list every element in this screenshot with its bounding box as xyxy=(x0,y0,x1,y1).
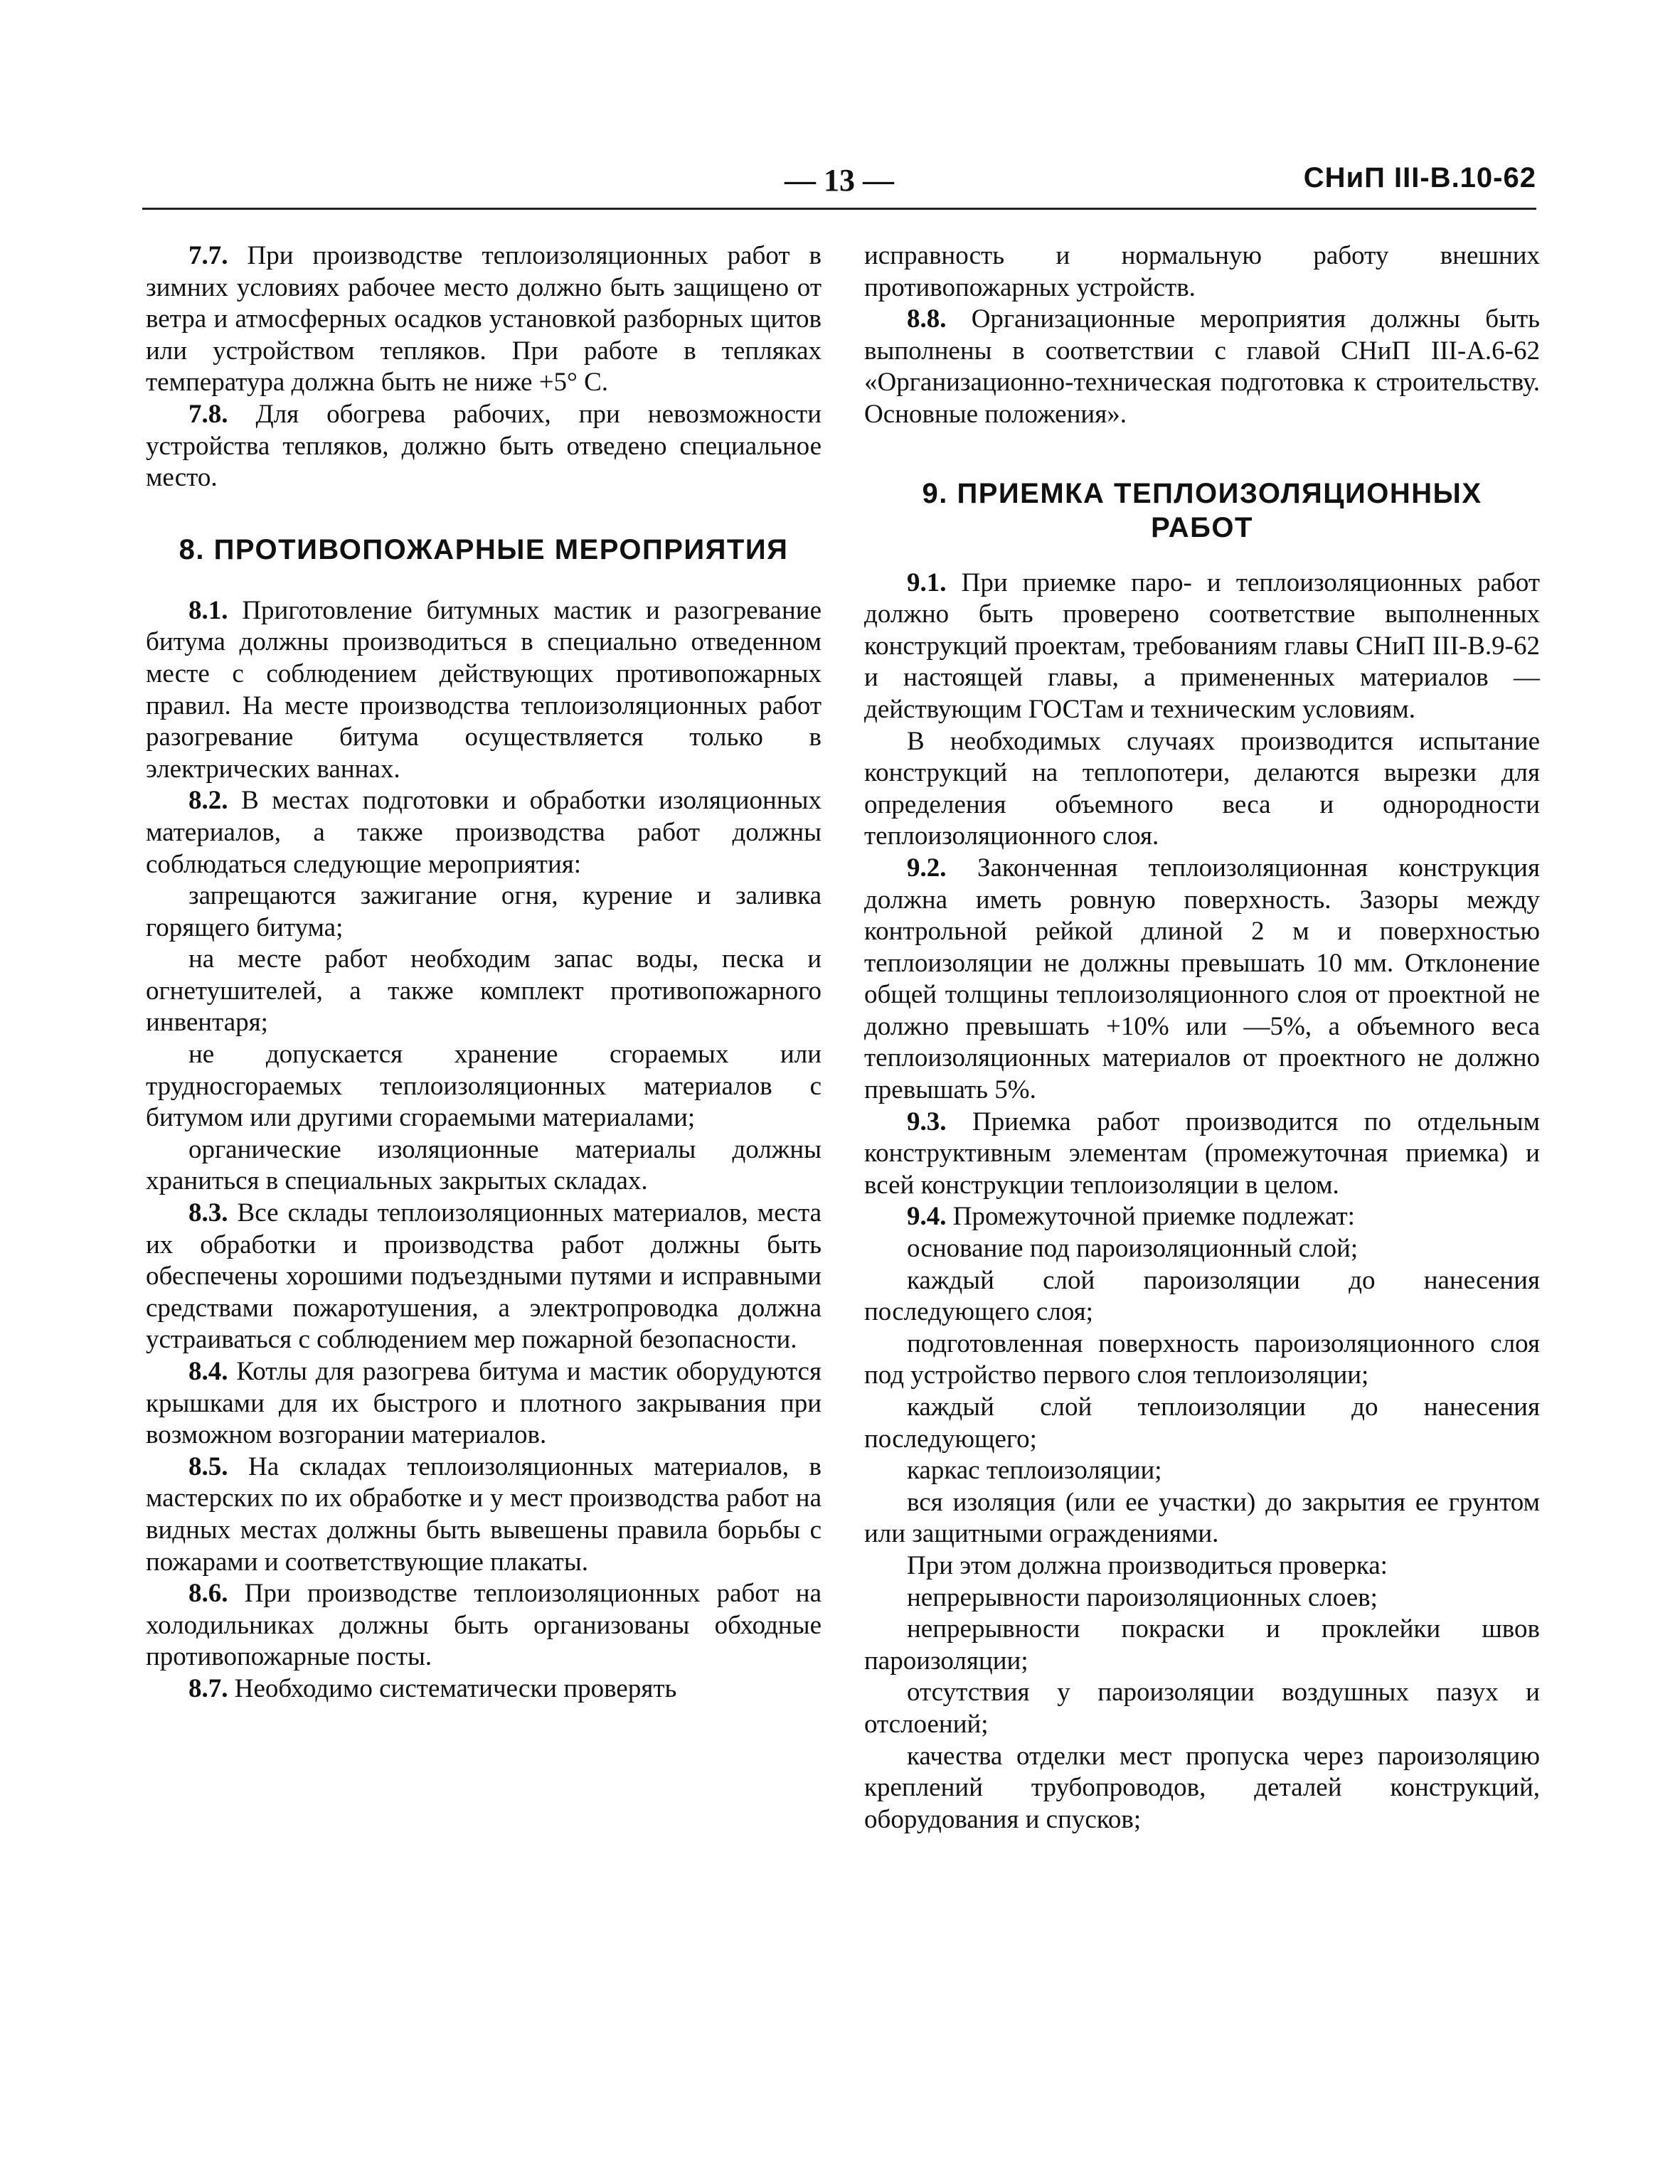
clause-number: 8.1. xyxy=(188,595,228,625)
clause-8-5 xyxy=(146,1451,822,1578)
clause-text: Законченная теплоизоляционная конструкция должна иметь ровную поверхность. Зазоры между контрольной рейкой длиной 2 м и поверхностью теплоизоляции не должны превышать 10 мм. Отклонение общей толщины теплоизоляционного слоя от проектной не должно превышать +10% или —5%, а объемного веса теплоизоляционных материалов от проектного не должно превышать 5%. xyxy=(864,853,1540,1105)
clause-text: Приемка работ производится по отдельным конструктивным элементам (промежуточная приемка) и всей конструкции теплоизоляции в целом. xyxy=(864,1107,1540,1200)
section-9-heading xyxy=(864,476,1540,545)
clause-text: Необходимо систематически проверять xyxy=(228,1673,677,1703)
clause-7-7 xyxy=(146,240,822,399)
list-item: основание под пароизоляционный слой; xyxy=(907,1234,1359,1264)
clause-8-7 xyxy=(146,1673,822,1705)
clause-number: 8.6. xyxy=(188,1579,228,1609)
clause-number: 8.2. xyxy=(188,786,228,816)
clause-8-4 xyxy=(146,1356,822,1451)
clause-9-4 xyxy=(864,1201,1540,1233)
list-item: каждый слой теплоизоляции до нанесения последующего; xyxy=(864,1392,1540,1454)
clause-text: При производстве теплоизоляционных работ в зимних условиях рабочее место должно быть защищено от ветра и атмосферных осадков установкой разборных щитов или устройством тепляков. При работе в тепляках температура должна быть не ниже +5° С. xyxy=(146,241,822,398)
clause-text: Промежуточной приемке подлежат: xyxy=(946,1202,1355,1232)
list-item: вся изоляция (или ее участки) до закрытия ее грунтом или защитными ограждениями. xyxy=(864,1487,1540,1549)
header-divider xyxy=(142,208,1536,210)
clause-7-8 xyxy=(146,399,822,494)
paragraph: При этом должна производиться проверка: xyxy=(907,1550,1388,1580)
list-item: на месте работ необходим запас воды, песка и огнетушителей, а также комплект противопожарного инвентаря; xyxy=(146,944,822,1038)
clause-8-8 xyxy=(864,304,1540,430)
section-8-heading: 8. ПРОТИВОПОЖАРНЫЕ МЕРОПРИЯТИЯ xyxy=(179,533,789,565)
list-item: непрерывности пароизоляционных слоев; xyxy=(907,1582,1378,1612)
list-item: органические изоляционные материалы должны храниться в специальных закрытых складах. xyxy=(146,1134,822,1196)
clause-text: При производстве теплоизоляционных работ на холодильниках должны быть организованы обходные противопожарные посты. xyxy=(146,1579,822,1672)
clause-text: Для обогрева рабочих, при невозможности устройства тепляков, должно быть отведено специальное место. xyxy=(146,399,822,493)
list-item: отсутствия у пароизоляции воздушных пазух и отслоений; xyxy=(864,1678,1540,1739)
clause-number: 7.7. xyxy=(188,241,228,270)
section-9-heading-line2: РАБОТ xyxy=(1151,511,1253,543)
list-item: запрещаются зажигание огня, курение и заливка горящего битума; xyxy=(146,881,822,942)
clause-8-6 xyxy=(146,1578,822,1673)
list-item: не допускается хранение сгораемых или трудносгораемых теплоизоляционных материалов с битумом или другими сгораемыми материалами; xyxy=(146,1040,822,1133)
page-header xyxy=(142,162,1536,205)
clause-number: 8.7. xyxy=(188,1673,228,1703)
clause-number: 8.5. xyxy=(188,1451,228,1481)
clause-number: 8.4. xyxy=(188,1357,228,1386)
clause-text: В местах подготовки и обработки изоляционных материалов, а также производства работ должны соблюдаться следующие мероприятия: xyxy=(146,786,822,879)
clause-8-3 xyxy=(146,1198,822,1356)
clause-number: 8.8. xyxy=(907,304,947,334)
clause-text: При приемке паро- и теплоизоляционных работ должно быть проверено соответствие выполненных конструкций проектам, требованиям главы СНиП III-В.9-62 и настоящей главы, а примененных материалов — действующим ГОСТам и техническим условиям. xyxy=(864,568,1540,724)
list-item: каркас теплоизоляции; xyxy=(907,1456,1162,1486)
clause-8-2 xyxy=(146,785,822,880)
list-item: непрерывности покраски и проклейки швов пароизоляции; xyxy=(864,1614,1540,1676)
left-column xyxy=(146,240,822,1705)
right-column xyxy=(864,240,1540,1836)
clause-9-3 xyxy=(864,1107,1540,1202)
clause-text: На складах теплоизоляционных материалов, в мастерских по их обработке и у мест производства работ на видных местах должны быть вывешены правила борьбы с пожарами и соответствующие плакаты. xyxy=(146,1451,822,1577)
clause-number: 9.2. xyxy=(907,853,947,883)
clause-9-2 xyxy=(864,853,1540,1107)
clause-text: Организационные мероприятия должны быть выполнены в соответствии с главой СНиП III-А.6-62 «Организационно-техническая подготовка к строительству. Основные положения». xyxy=(864,304,1540,429)
clause-8-1 xyxy=(146,595,822,786)
section-9-heading-line1: 9. ПРИЕМКА ТЕПЛОИЗОЛЯЦИОННЫХ xyxy=(922,477,1482,509)
clause-number: 8.3. xyxy=(188,1198,228,1228)
list-item: качества отделки мест пропуска через пароизоляцию креплений трубопроводов, деталей конструкций, оборудования и спусков; xyxy=(864,1741,1540,1834)
clause-number: 9.1. xyxy=(907,568,947,597)
clause-text: Котлы для разогрева битума и мастик оборудуются крышками для их быстрого и плотного закрывания при возможном возгорании материалов. xyxy=(146,1357,822,1450)
clause-number: 7.8. xyxy=(188,399,228,429)
document-code: СНиП III-В.10-62 xyxy=(1303,162,1536,193)
list-item: каждый слой пароизоляции до нанесения последующего слоя; xyxy=(864,1265,1540,1327)
clause-9-1 xyxy=(864,568,1540,726)
clause-number: 9.3. xyxy=(907,1107,947,1136)
list-item: подготовленная поверхность пароизоляционного слоя под устройство первого слоя теплоизоляции; xyxy=(864,1328,1540,1390)
clause-text: Все склады теплоизоляционных материалов, места их обработки и производства работ должны быть обеспечены хорошими подъездными путями и исправными средствами пожаротушения, а электропроводка должна устраиваться с соблюдением мер пожарной безопасности. xyxy=(146,1198,822,1355)
clause-number: 9.4. xyxy=(907,1202,947,1232)
clause-8-7-continued: исправность и нормальную работу внешних противопожарных устройств. xyxy=(864,241,1540,302)
clause-text: Приготовление битумных мастик и разогревание битума должны производиться в специально отведенном месте с соблюдением действующих противопожарных правил. На месте производства теплоизоляционных работ разогревание битума осуществляется только в электрических ваннах. xyxy=(146,595,822,784)
page-number: — 13 — xyxy=(785,163,894,198)
paragraph: В необходимых случаях производится испытание конструкций на теплопотери, делаются вырезки для определения объемного веса и однородности теплоизоляционного слоя. xyxy=(864,726,1540,851)
